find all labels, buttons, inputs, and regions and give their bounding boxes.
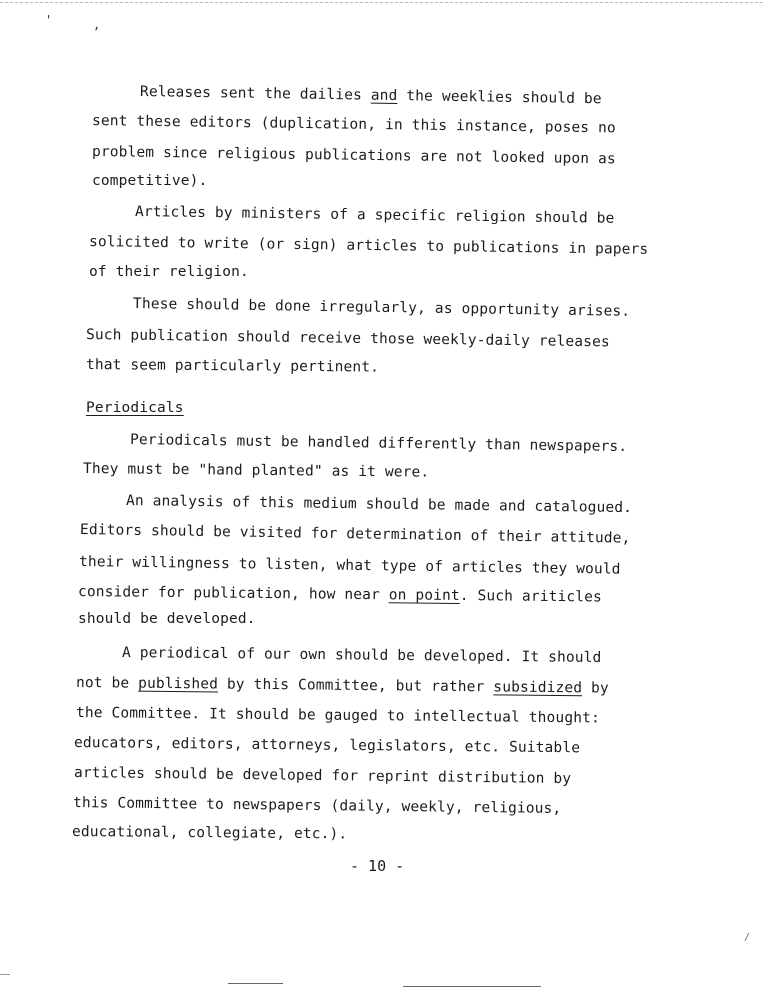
bottom-scan-line (403, 986, 541, 987)
paragraph-3-line-3: that seem particularly pertinent. (85, 357, 380, 376)
paragraph-3-line-2: Such publication should receive those weekly-daily releases (85, 327, 610, 351)
bottom-scan-line (0, 974, 10, 975)
section-heading-periodicals: Periodicals (86, 400, 184, 416)
underlined-word: published (138, 675, 219, 693)
paragraph-5-line-5: should be developed. (78, 611, 256, 627)
paragraph-6-line-1: A periodical of our own should be developed. It should (121, 645, 602, 667)
underlined-word: and (370, 87, 398, 105)
paragraph-3-line-1: These should be done irregularly, as opportunity arises. (132, 296, 631, 320)
page-number: - 10 - (350, 857, 405, 875)
paragraph-6-line-3: the Committee. It should be gauged to intellectual thought: (75, 705, 600, 727)
bottom-scan-line (228, 983, 283, 984)
paragraph-4-line-1: Periodicals must be handled differently than newspapers. (129, 432, 628, 455)
paragraph-1-line-3: problem since religious publications are not looked upon as (91, 144, 616, 168)
paragraph-1-line-2: sent these editors (duplication, in this instance, poses no (91, 113, 616, 137)
underlined-phrase: on point (388, 587, 460, 604)
paragraph-1-line-4: competitive). (92, 173, 208, 189)
underlined-word: subsidized (493, 679, 583, 697)
paragraph-6-line-4: educators, editors, attorneys, legislators, etc. Suitable (73, 735, 581, 757)
paragraph-6-line-5: articles should be developed for reprint distribution by (73, 765, 572, 788)
paragraph-2-line-2: solicited to write (or sign) articles to publications in papers (88, 234, 649, 258)
top-dashed-border (0, 2, 763, 3)
paragraph-5-line-2: Editors should be visited for determination of their attitude, (79, 522, 631, 547)
paragraph-2-line-1: Articles by ministers of a specific religion should be (134, 204, 615, 227)
paragraph-1-line-1: Releases sent the dailies and the weeklies should be (139, 84, 602, 108)
paragraph-5-line-1: An analysis of this medium should be made and catalogued. (125, 493, 633, 517)
paragraph-6-line-2: not be published by this Committee, but rather subsidized by (75, 675, 609, 697)
paragraph-5-line-3: their willingness to listen, what type of articles they would (78, 554, 621, 578)
paragraph-4-line-2: They must be "hand planted" as it were. (82, 461, 430, 481)
scan-mark: , (93, 18, 101, 32)
paragraph-6-line-6: this Committee to newspapers (daily, weekly, religious, (72, 795, 562, 817)
scan-mark: ' (45, 13, 53, 27)
paragraph-6-line-7: educational, collegiate, etc.). (71, 824, 348, 843)
paragraph-2-line-3: of their religion. (89, 264, 249, 280)
paragraph-5-line-4: consider for publication, how near on point. Such ariticles (77, 584, 602, 606)
scan-mark: / (744, 932, 751, 943)
